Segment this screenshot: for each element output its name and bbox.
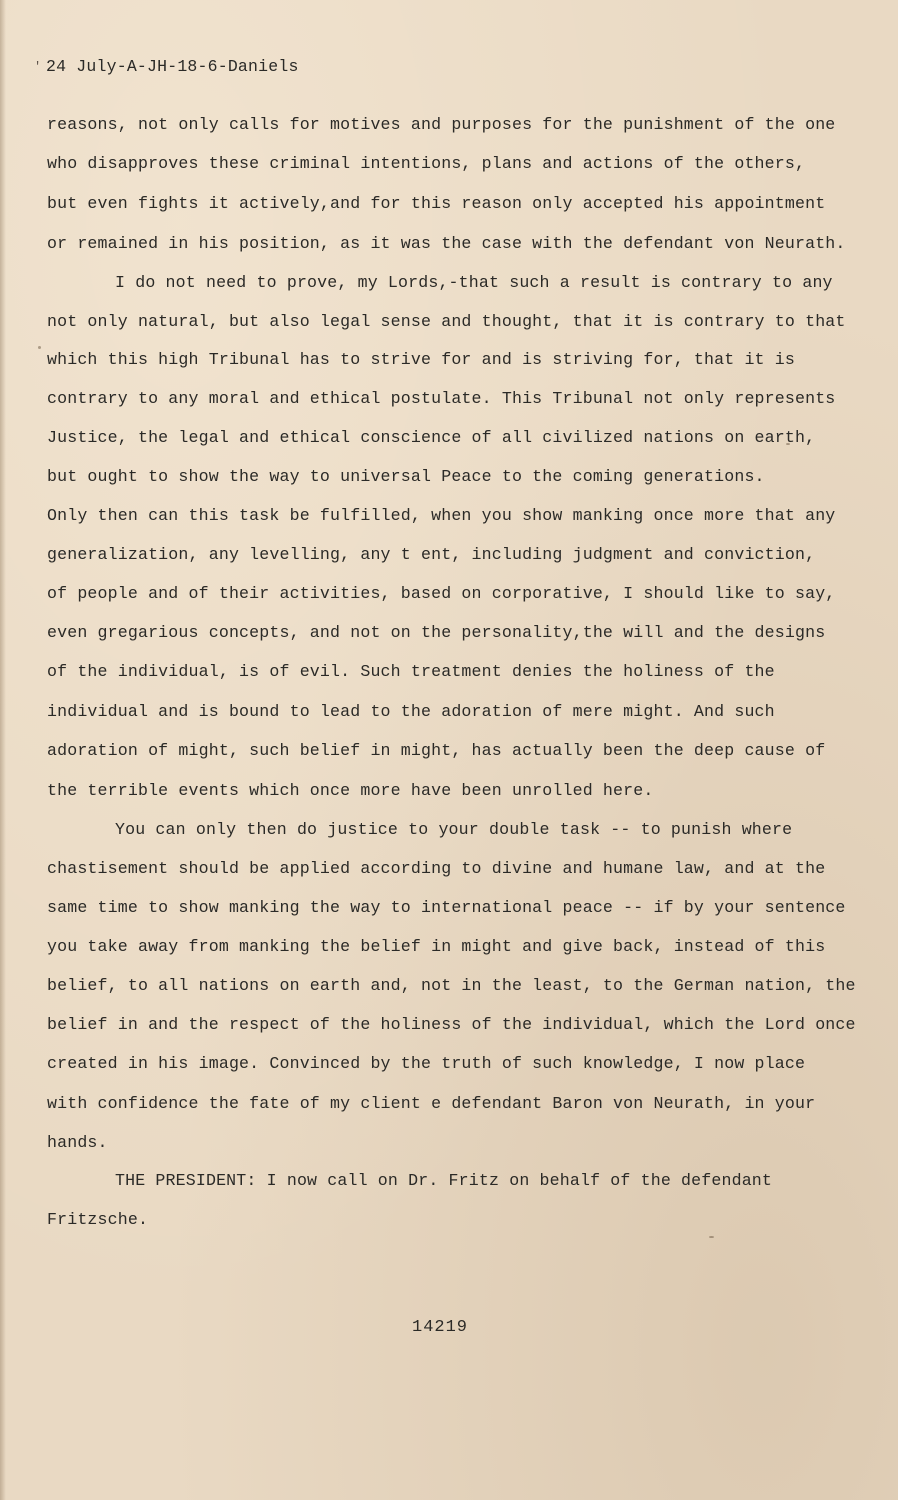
text-line: I do not need to prove, my Lords,-that such a result is contrary to any	[115, 273, 833, 292]
margin-mark: '	[34, 60, 42, 74]
text-line: of the individual, is of evil. Such treatment denies the holiness of the	[47, 662, 775, 681]
text-line: adoration of might, such belief in might, has actually been the deep cause of	[47, 741, 826, 760]
text-line: hands.	[47, 1133, 108, 1152]
text-line: with confidence the fate of my client e defendant Baron von Neurath, in your	[47, 1094, 816, 1113]
paper-speck	[709, 1236, 714, 1238]
text-line: Fritzsche.	[47, 1210, 149, 1229]
text-line: belief, to all nations on earth and, not in the least, to the German nation, the	[47, 976, 856, 995]
text-line: same time to show manking the way to international peace -- if by your sentence	[47, 898, 846, 917]
paper-speck	[38, 346, 41, 349]
text-line: chastisement should be applied according to divine and humane law, and at the	[47, 859, 826, 878]
text-line: which this high Tribunal has to strive for and is striving for, that it is	[47, 350, 795, 369]
text-line: Only then can this task be fulfilled, when you show manking once more that any	[47, 506, 836, 525]
text-line: you take away from manking the belief in might and give back, instead of this	[47, 937, 826, 956]
text-line: reasons, not only calls for motives and purposes for the punishment of the one	[47, 115, 836, 134]
text-line: created in his image. Convinced by the truth of such knowledge, I now place	[47, 1054, 806, 1073]
text-line: individual and is bound to lead to the adoration of mere might. And such	[47, 702, 775, 721]
paper-speck	[786, 443, 790, 445]
text-line: the terrible events which once more have been unrolled here.	[47, 781, 654, 800]
text-line: but even fights it actively,and for this reason only accepted his appointment	[47, 194, 826, 213]
text-line: not only natural, but also legal sense and thought, that it is contrary to that	[47, 312, 846, 331]
page-number: 14219	[412, 1318, 469, 1337]
page-header: 24 July-A-JH-18-6-Daniels	[46, 57, 299, 76]
text-line: even gregarious concepts, and not on the personality,the will and the designs	[47, 623, 826, 642]
text-line: of people and of their activities, based on corporative, I should like to say,	[47, 584, 836, 603]
text-line: contrary to any moral and ethical postulate. This Tribunal not only represents	[47, 389, 836, 408]
text-line: belief in and the respect of the holiness of the individual, which the Lord once	[47, 1015, 856, 1034]
text-line: who disapproves these criminal intentions, plans and actions of the others,	[47, 154, 806, 173]
page-edge-shadow	[0, 0, 6, 1500]
text-line: or remained in his position, as it was the case with the defendant von Neurath.	[47, 234, 846, 253]
text-line: but ought to show the way to universal Peace to the coming generations.	[47, 467, 765, 486]
text-line: Justice, the legal and ethical conscience of all civilized nations on earth,	[47, 428, 816, 447]
text-line: You can only then do justice to your double task -- to punish where	[115, 820, 793, 839]
text-line: generalization, any levelling, any t ent, including judgment and conviction,	[47, 545, 816, 564]
text-line: THE PRESIDENT: I now call on Dr. Fritz on behalf of the defendant	[115, 1171, 773, 1190]
